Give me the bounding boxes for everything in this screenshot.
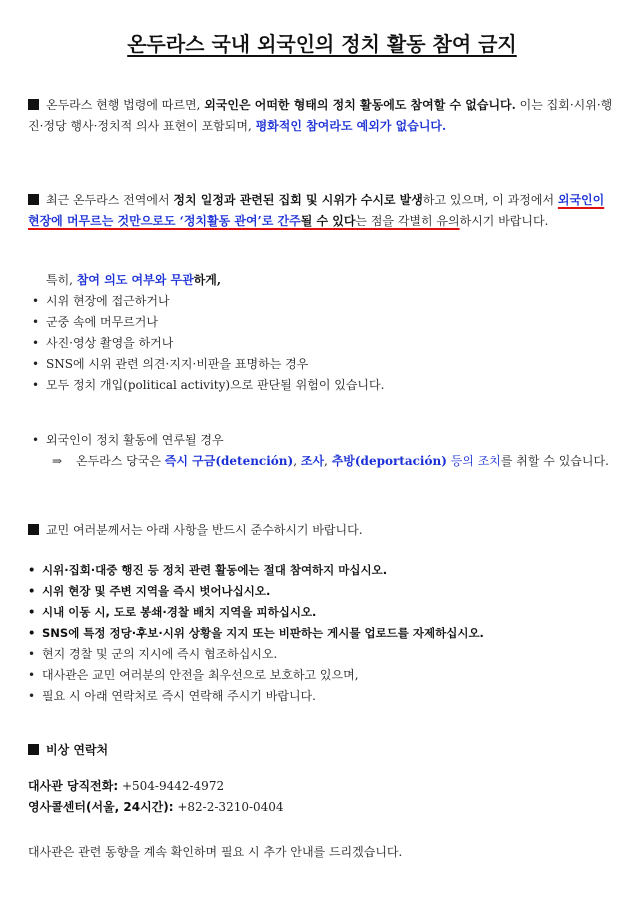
square-bullet-icon xyxy=(28,744,39,755)
s1-text-2: 이는 집회·시위·행진·정당 행사·정치적 의사 표현이 포함되며, xyxy=(28,98,613,133)
s1-highlight: 평화적인 참여라도 예외가 없습니다. xyxy=(255,119,447,133)
s4-investigation: 조사 xyxy=(300,454,325,468)
s4-detention: 즉시 구금(detención) xyxy=(164,454,294,468)
arrow-right-icon: ⇒ xyxy=(52,454,63,468)
consular-phone: +82-2-3210-0404 xyxy=(173,800,284,814)
list-item: • SNS에 특정 정당·후보·시위 상황을 지지 또는 비판하는 게시물 업로드를 자제하십시오. xyxy=(24,623,624,644)
section-recent-situation xyxy=(28,190,616,232)
list-item: • 시위 현장 및 주변 지역을 즉시 벗어나십시오. xyxy=(24,581,624,602)
s4-sep: , xyxy=(293,454,301,468)
s5-intro: 교민 여러분께서는 아래 사항을 반드시 준수하시기 바랍니다. xyxy=(46,523,363,537)
s4-deportation: 추방(deportación) xyxy=(331,454,447,468)
section-legal-basis xyxy=(28,95,616,137)
contact-heading: 비상 연락처 xyxy=(46,743,109,757)
s2-underlined: 는 점을 각별히 유의 xyxy=(355,214,460,228)
square-bullet-icon xyxy=(28,194,39,205)
list-item: • 필요 시 아래 연락처로 즉시 연락해 주시기 바랍니다. xyxy=(24,686,624,707)
square-bullet-icon xyxy=(28,524,39,535)
s4-sep-2: , xyxy=(324,454,332,468)
closing-text: 대사관은 관련 동향을 계속 확인하며 필요 시 추가 안내를 드리겠습니다. xyxy=(28,845,403,859)
list-item: • 시내 이동 시, 도로 봉쇄·경찰 배치 지역을 피하십시오. xyxy=(24,602,624,623)
list-item: • 현지 경찰 및 군의 지시에 즉시 협조하십시오. xyxy=(24,644,624,665)
list-item: • 시위 현장에 접근하거나 xyxy=(28,291,616,312)
guidelines-list xyxy=(24,560,624,707)
list-item: • SNS에 시위 관련 의견·지지·비판을 표명하는 경우 xyxy=(28,354,616,375)
embassy-phone-label: 대사관 당직전화: xyxy=(28,779,119,793)
consular-phone-label: 영사콜센터(서울, 24시간): xyxy=(28,800,174,814)
section-guidelines xyxy=(28,520,616,541)
list-item: • 사진·영상 촬영을 하거나 xyxy=(28,333,616,354)
s1-bold: 외국인은 어떠한 형태의 정치 활동에도 참여할 수 없습니다. xyxy=(204,98,516,112)
section-risk-list xyxy=(28,270,616,396)
s4-text: 온두라스 당국은 xyxy=(76,454,165,468)
s2-text: 최근 온두라스 전역에서 xyxy=(46,193,174,207)
s1-text: 온두라스 현행 법령에 따르면, xyxy=(46,98,205,112)
s2-text-3: 하시기 바랍니다. xyxy=(459,214,549,228)
list-item: • 군중 속에 머무르거나 xyxy=(28,312,616,333)
list-item: • 대사관은 교민 여러분의 안전을 최우선으로 보호하고 있으며, xyxy=(24,665,624,686)
s2-highlight: 외국인이 현장에 머무르는 것만으로도 ‘정치활동 관여’로 간주 xyxy=(28,193,605,228)
list-item: • 모두 정치 개입(political activity)으로 판단될 위험이 있습니다. xyxy=(28,375,616,396)
section-contact xyxy=(28,740,616,761)
section-consequences xyxy=(28,430,616,472)
list-item: • 시위·집회·대중 행진 등 정치 관련 활동에는 절대 참여하지 마십시오. xyxy=(24,560,624,581)
page-title: 온두라스 국내 외국인의 정치 활동 참여 금지 xyxy=(127,32,517,56)
s3-intro: 특히, xyxy=(46,273,77,287)
s4-text-2: 를 취할 수 있습니다. xyxy=(500,454,609,468)
s4-measures: 등의 조치 xyxy=(446,454,501,468)
s3-bold: 하게, xyxy=(193,273,222,287)
contact-lines xyxy=(28,776,616,818)
s2-text-2: 하고 있으며, 이 과정에서 xyxy=(422,193,558,207)
square-bullet-icon xyxy=(28,99,39,110)
s2-bold-2: 될 수 있다 xyxy=(300,214,356,228)
risk-list xyxy=(28,291,616,396)
embassy-phone: +504-9442-4972 xyxy=(118,779,225,793)
list-item: • 외국인이 정치 활동에 연루될 경우 xyxy=(28,430,616,451)
s3-highlight: 참여 의도 여부와 무관 xyxy=(76,273,194,287)
s2-bold: 정치 일정과 관련된 집회 및 시위가 수시로 발생 xyxy=(173,193,423,207)
